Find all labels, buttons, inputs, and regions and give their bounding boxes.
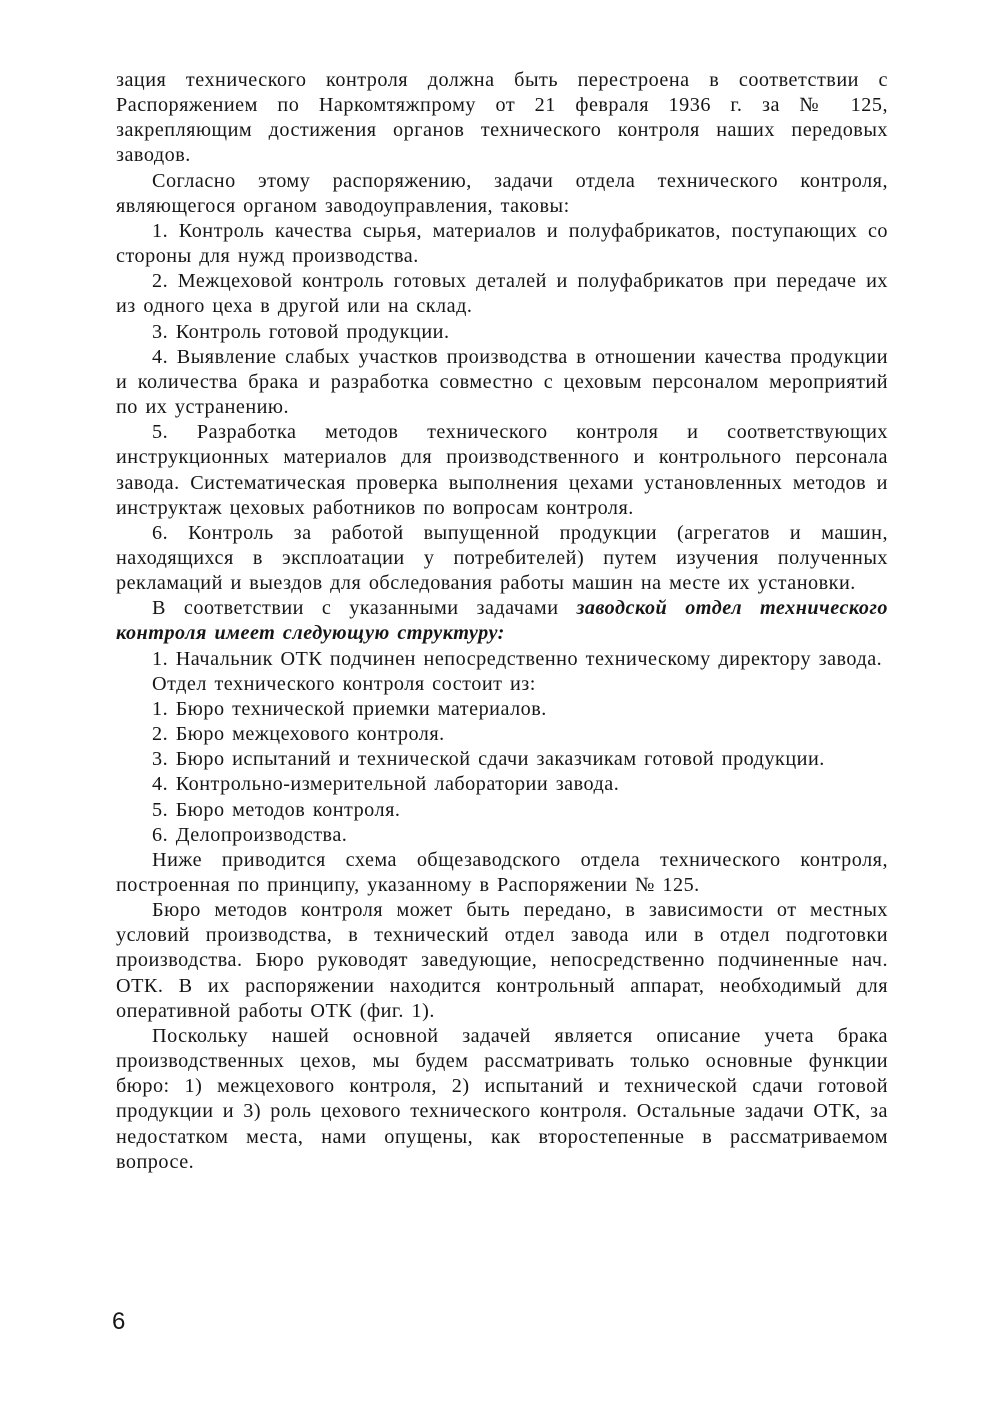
list-item-bureau-6: 6. Делопроизводства. (152, 823, 348, 846)
list-item-structure-1: 1. Начальник ОТК подчинен непосредственно техническому директору завода. (152, 647, 883, 670)
paragraph-department-consists: Отдел технического контроля состоит из: (152, 672, 536, 695)
paragraph-tasks-intro: Согласно этому распоряжению, задачи отдела технического контроля, являющегося органом заводоуправления, таковы: (116, 169, 888, 217)
list-item-bureau-2: 2. Бюро межцехового контроля. (152, 723, 445, 746)
list-item-bureau-3: 3. Бюро испытаний и технической сдачи заказчикам готовой продукции. (152, 748, 825, 771)
paragraph-scheme: Ниже приводится схема общезаводского отдела технического контроля, построенная по принципу, указанному в Распоряжении № 125. (116, 848, 888, 896)
list-item-task-6: 6. Контроль за работой выпущенной продукции (агрегатов и машин, находящихся в эксплоатации у потребителей) путем изучения полученных рекламаций и выездов для обследования работы машин на месте их установки. (116, 521, 888, 595)
list-item-task-3: 3. Контроль готовой продукции. (152, 320, 450, 343)
page-number: 6 (112, 1308, 126, 1335)
page-body (116, 68, 888, 1175)
list-item-task-1: 1. Контроль качества сырья, материалов и полуфабрикатов, поступающих со стороны для нужд производства. (116, 219, 888, 268)
paragraph-main-task: Поскольку нашей основной задачей является описание учета брака производственных цехов, мы будем рассматривать только основные функции бюро: 1) межцехового контроля, 2) испытаний и технической сдачи готовой продукции и 3) роль цехового технического контроля. Остальные задачи ОТК, за недостатком места, нами опущены, как второстепенные в рассматриваемом вопросе. (116, 1024, 888, 1173)
list-item-bureau-4: 4. Контрольно-измерительной лаборатории завода. (152, 773, 620, 796)
structure-intro-emphasis: заводской отдел технического контроля имеет следующую структуру: (116, 597, 889, 645)
paragraph-continuation: зация технического контроля должна быть перестроена в соответствии с Распоряжением по Наркомтяжпрому от 21 февраля 1936 г. за № 125, закрепляющим достижения органов технического контроля наших передовых заводов. (116, 69, 888, 167)
list-item-bureau-5: 5. Бюро методов контроля. (152, 798, 401, 821)
paragraph-methods-bureau: Бюро методов контроля может быть передано, в зависимости от местных условий производства, в технический отдел завода или в отдел подготовки производства. Бюро руководят заведующие, непосредственно подчиненные нач. ОТК. В их распоряжении находится контрольный аппарат, необходимый для оперативной работы ОТК (фиг. 1). (116, 899, 888, 1022)
list-item-task-5: 5. Разработка методов технического контроля и соответствующих инструкционных материалов для производственного и контрольного персонала завода. Систематическая проверка выполнения цехами установленных методов и инструктаж цеховых работников по вопросам контроля. (116, 421, 888, 519)
structure-intro-lead: В соответствии с указанными задачами (152, 597, 577, 620)
list-item-bureau-1: 1. Бюро технической приемки материалов. (152, 697, 547, 720)
list-item-task-2: 2. Межцеховой контроль готовых деталей и полуфабрикатов при передаче их из одного цеха в другой или на склад. (116, 270, 888, 318)
list-item-task-4: 4. Выявление слабых участков производства в отношении качества продукции и количества брака и разработка совместно с цеховым персоналом мероприятий по их устранению. (116, 345, 888, 419)
paragraph-structure-intro (116, 596, 888, 646)
